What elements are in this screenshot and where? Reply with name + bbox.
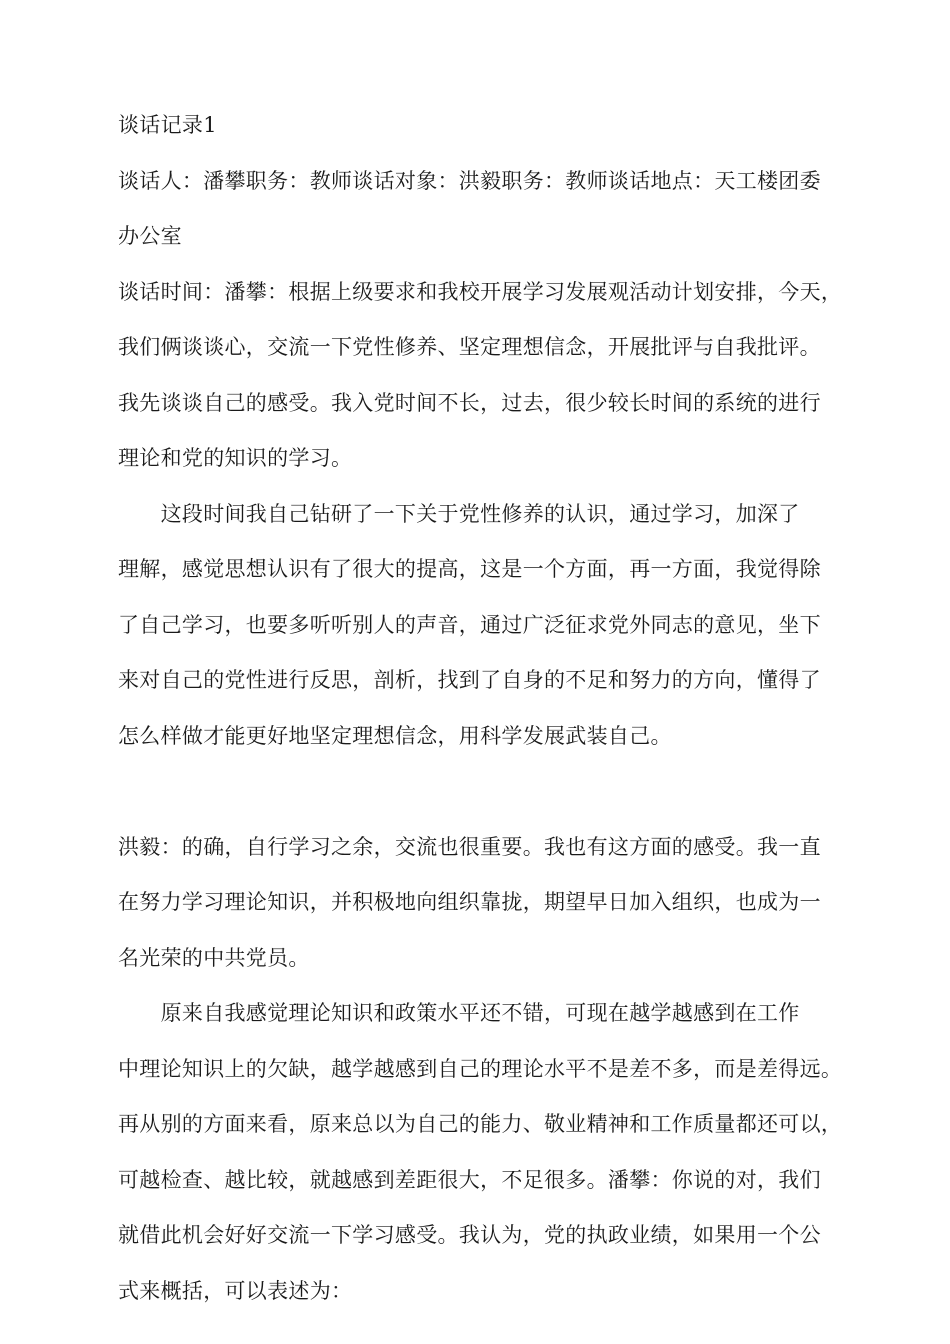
paragraph-line: 谈话人：潘攀职务：教师谈话对象：洪毅职务：教师谈话地点：天工楼团委 xyxy=(118,168,821,193)
paragraph-line: 洪毅：的确，自行学习之余，交流也很重要。我也有这方面的感受。我一直 xyxy=(118,834,821,859)
paragraph-line: 怎么样做才能更好地坚定理想信念，用科学发展武装自己。 xyxy=(118,723,672,748)
document-title: 谈话记录1 xyxy=(118,113,217,137)
paragraph-line: 这段时间我自己钻研了一下关于党性修养的认识，通过学习，加深了 xyxy=(118,501,800,526)
paragraph-line: 了自己学习，也要多听听别人的声音，通过广泛征求党外同志的意见，坐下 xyxy=(118,612,821,637)
paragraph-line: 原来自我感觉理论知识和政策水平还不错，可现在越学越感到在工作 xyxy=(118,1001,800,1025)
paragraph-line: 来对自己的党性进行反思，剖析，找到了自身的不足和努力的方向，懂得了 xyxy=(118,668,821,692)
paragraph-line: 式来概括，可以表述为： xyxy=(118,1278,353,1303)
paragraph-line: 我们俩谈谈心，交流一下党性修养、坚定理想信念，开展批评与自我批评。 xyxy=(118,335,821,359)
paragraph-line: 再从别的方面来看，原来总以为自己的能力、敬业精神和工作质量都还可以， xyxy=(118,1112,843,1136)
paragraph-line: 我先谈谈自己的感受。我入党时间不长，过去，很少较长时间的系统的进行 xyxy=(118,390,821,415)
paragraph-line: 就借此机会好好交流一下学习感受。我认为，党的执政业绩，如果用一个公 xyxy=(118,1223,821,1247)
paragraph-line: 中理论知识上的欠缺，越学越感到自己的理论水平不是差不多，而是差得远。 xyxy=(118,1056,843,1081)
paragraph-line: 名光荣的中共党员。 xyxy=(118,945,310,970)
paragraph-line: 可越检查、越比较，就越感到差距很大，不足很多。潘攀：你说的对，我们 xyxy=(118,1167,821,1192)
paragraph-spacer xyxy=(118,764,834,820)
paragraph-line: 谈话时间：潘攀：根据上级要求和我校开展学习发展观活动计划安排，今天， xyxy=(118,279,843,304)
document-body xyxy=(118,98,843,1319)
paragraph-line: 在努力学习理论知识，并积极地向组织靠拢，期望早日加入组织，也成为一 xyxy=(118,890,821,914)
paragraph-line: 办公室 xyxy=(118,224,182,248)
paragraph-line: 理论和党的知识的学习。 xyxy=(118,446,353,470)
paragraph-line: 理解，感觉思想认识有了很大的提高，这是一个方面，再一方面，我觉得除 xyxy=(118,557,821,581)
